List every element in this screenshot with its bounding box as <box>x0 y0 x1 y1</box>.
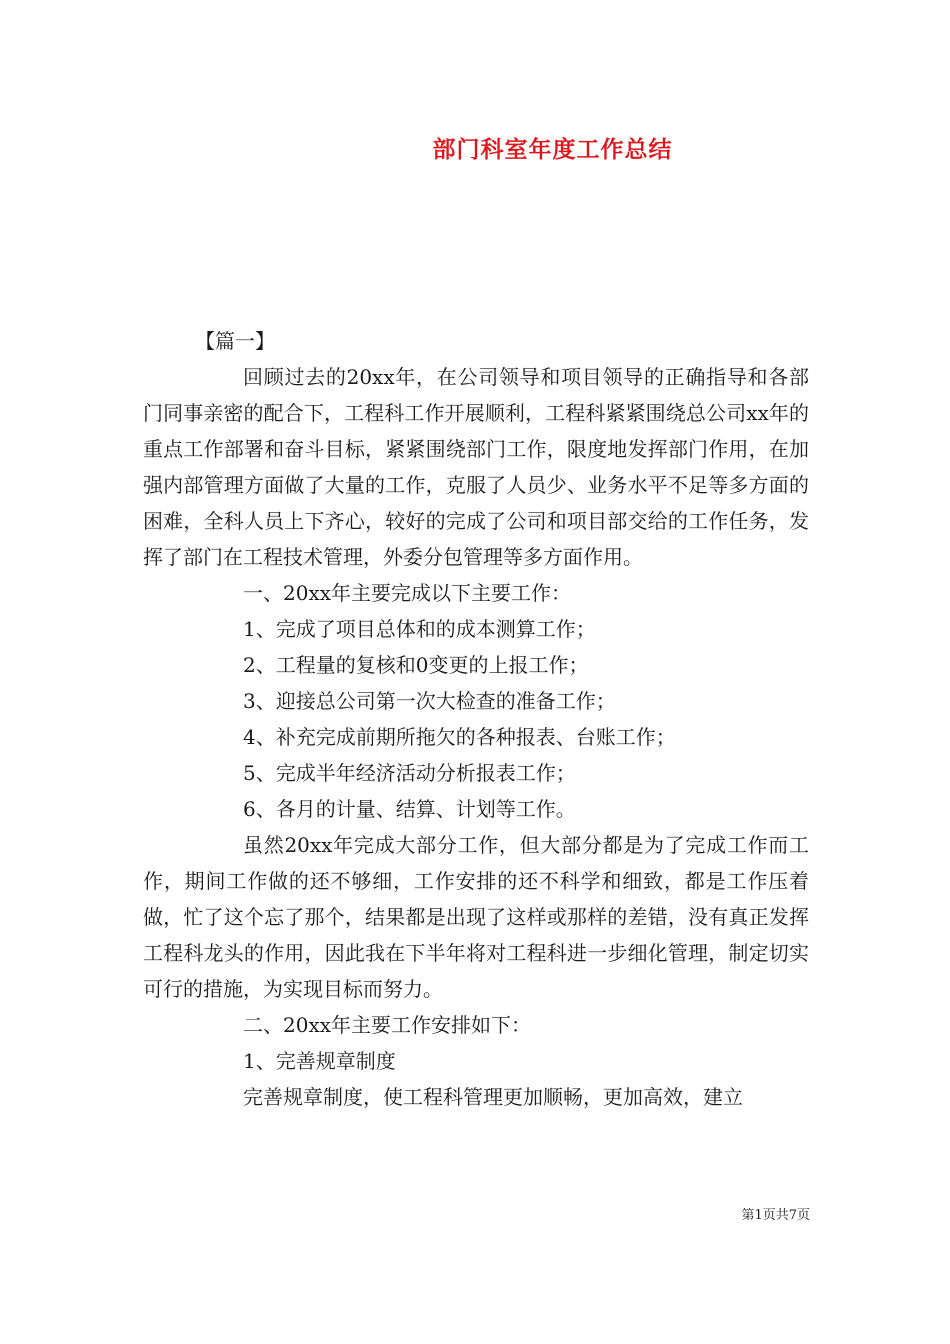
section-two-item-text: 完善规章制度，使工程科管理更加顺畅，更加高效，建立 <box>243 1085 743 1109</box>
list-item: 3、迎接总公司第一次大检查的准备工作； <box>243 689 616 713</box>
section-two-heading: 二、20xx年主要工作安排如下： <box>243 1013 532 1037</box>
section-two-item: 1、完善规章制度 <box>243 1049 396 1073</box>
document-body <box>143 323 809 1115</box>
section-one-heading: 一、20xx年主要完成以下主要工作： <box>243 581 572 605</box>
list-item: 6、各月的计量、结算、计划等工作。 <box>243 797 576 821</box>
section-label: 【篇一】 <box>195 329 275 353</box>
intro-paragraph: 回顾过去的20xx年，在公司领导和项目领导的正确指导和各部门同事亲密的配合下，工程科工作开展顺利，工程科紧紧围绕总公司xx年的重点工作部署和奋斗目标，紧紧围绕部门工作，限度地发挥部门作用，在加强内部管理方面做了大量的工作，克服了人员少、业务水平不足等多方面的困难，全科人员上下齐心，较好的完成了公司和项目部交给的工作任务，发挥了部门在工程技术管理，外委分包管理等多方面作用。 <box>143 365 809 569</box>
page-indicator: 第1页共7页 <box>741 1208 810 1223</box>
list-item: 5、完成半年经济活动分析报表工作； <box>243 761 576 785</box>
review-paragraph: 虽然20xx年完成大部分工作，但大部分都是为了完成工作而工作，期间工作做的还不够细，工作安排的还不科学和细致，都是工作压着做，忙了这个忘了那个，结果都是出现了这样或那样的差错，没有真正发挥工程科龙头的作用，因此我在下半年将对工程科进一步细化管理，制定切实可行的措施，为实现目标而努力。 <box>143 833 809 1001</box>
list-item: 2、工程量的复核和0变更的上报工作； <box>243 653 589 677</box>
list-item: 1、完成了项目总体和的成本测算工作； <box>243 617 596 641</box>
list-item: 4、补充完成前期所拖欠的各种报表、台账工作； <box>243 725 676 749</box>
document-title: 部门科室年度工作总结 <box>432 137 673 163</box>
